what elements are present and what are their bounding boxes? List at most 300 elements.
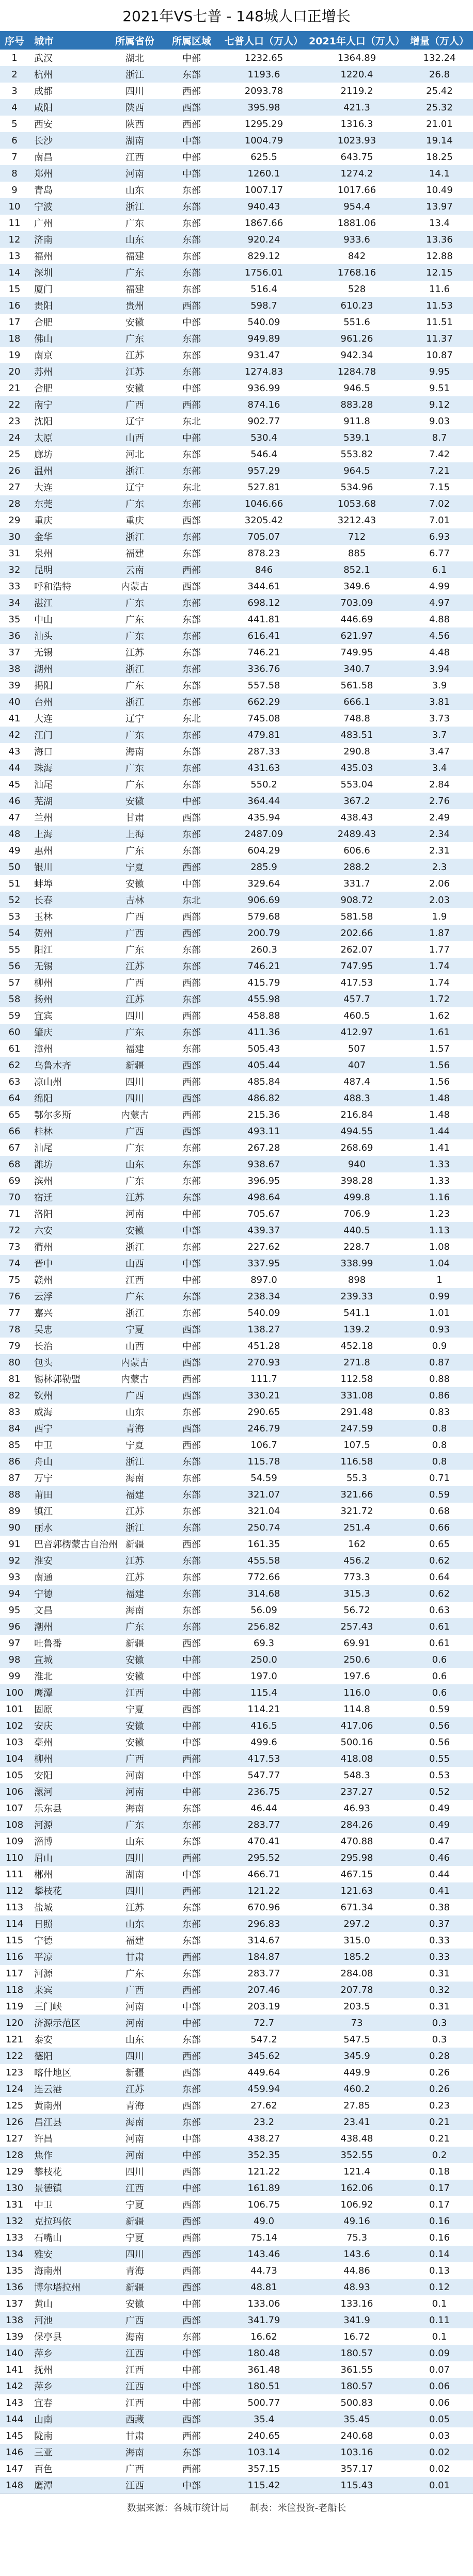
table-row bbox=[0, 1387, 473, 1404]
table-row bbox=[0, 2361, 473, 2378]
region-cell: 中部 bbox=[182, 317, 201, 328]
table-row bbox=[0, 297, 473, 314]
growth-cell: 0.05 bbox=[429, 2413, 450, 2425]
region-cell: 中部 bbox=[182, 2299, 201, 2310]
rank-cell: 136 bbox=[5, 2281, 24, 2293]
city-cell: 佛山 bbox=[34, 334, 53, 345]
city-cell: 河池 bbox=[34, 2315, 53, 2326]
province-cell: 福建 bbox=[125, 1490, 144, 1501]
census7-cell: 878.23 bbox=[247, 548, 280, 559]
city-cell: 镇江 bbox=[34, 1506, 53, 1517]
city-cell: 南昌 bbox=[34, 152, 53, 163]
rank-cell: 105 bbox=[5, 1769, 24, 1781]
city-cell: 抚州 bbox=[34, 2365, 53, 2376]
province-cell: 江苏 bbox=[125, 994, 144, 1005]
region-cell: 东部 bbox=[182, 1969, 201, 1979]
pop2021-cell: 271.8 bbox=[343, 1357, 370, 1368]
growth-cell: 0.16 bbox=[429, 2232, 450, 2243]
census7-cell: 54.59 bbox=[250, 1472, 277, 1484]
table-row bbox=[0, 2048, 473, 2064]
rank-cell: 148 bbox=[5, 2480, 24, 2491]
region-cell: 西部 bbox=[182, 1985, 201, 1996]
province-cell: 江西 bbox=[125, 1275, 144, 1286]
growth-cell: 0.8 bbox=[432, 1439, 447, 1451]
province-cell: 新疆 bbox=[125, 2068, 144, 2079]
rank-cell: 123 bbox=[5, 2067, 24, 2078]
table-row bbox=[0, 512, 473, 528]
region-cell: 东部 bbox=[182, 2117, 201, 2128]
province-cell: 湖南 bbox=[125, 1870, 144, 1880]
rank-cell: 126 bbox=[5, 2116, 24, 2128]
rank-cell: 91 bbox=[8, 1538, 21, 1550]
rank-cell: 68 bbox=[8, 1158, 21, 1170]
pop2021-cell: 747.95 bbox=[340, 960, 373, 972]
census7-cell: 547.2 bbox=[250, 2034, 277, 2045]
growth-cell: 1.48 bbox=[429, 1109, 450, 1120]
rank-cell: 61 bbox=[8, 1043, 21, 1054]
rank-cell: 131 bbox=[5, 2199, 24, 2210]
province-cell: 福建 bbox=[125, 1044, 144, 1055]
table-row bbox=[0, 1453, 473, 1470]
table-row bbox=[0, 1271, 473, 1288]
growth-cell: 0.8 bbox=[432, 1423, 447, 1434]
region-cell: 中部 bbox=[182, 1770, 201, 1781]
city-cell: 克拉玛依 bbox=[34, 2216, 71, 2227]
city-cell: 江门 bbox=[34, 730, 53, 741]
pop2021-cell: 262.07 bbox=[340, 944, 373, 955]
city-cell: 晋中 bbox=[34, 1259, 53, 1269]
pop2021-cell: 703.09 bbox=[340, 597, 373, 608]
growth-cell: 0.26 bbox=[429, 2083, 450, 2095]
city-cell: 潮州 bbox=[34, 1622, 53, 1633]
province-cell: 广东 bbox=[125, 334, 144, 345]
pop2021-cell: 162 bbox=[348, 1538, 366, 1550]
city-cell: 云浮 bbox=[34, 1292, 53, 1302]
province-cell: 福建 bbox=[125, 1589, 144, 1600]
rank-cell: 59 bbox=[8, 1010, 21, 1021]
table-row bbox=[0, 347, 473, 363]
pop2021-cell: 180.57 bbox=[340, 2347, 373, 2359]
city-cell: 长沙 bbox=[34, 136, 53, 147]
province-cell: 广东 bbox=[125, 499, 144, 510]
growth-cell: 19.14 bbox=[426, 135, 453, 146]
province-cell: 广东 bbox=[125, 1969, 144, 1979]
province-cell: 青海 bbox=[125, 2101, 144, 2112]
pop2021-cell: 1284.78 bbox=[337, 366, 376, 377]
city-cell: 包头 bbox=[34, 1358, 53, 1369]
table-body bbox=[0, 50, 473, 2493]
census7-cell: 75.14 bbox=[250, 2232, 277, 2243]
growth-cell: 0.61 bbox=[429, 1621, 450, 1632]
table-row bbox=[0, 1222, 473, 1238]
province-cell: 广西 bbox=[125, 2315, 144, 2326]
table-row bbox=[0, 2444, 473, 2460]
region-cell: 东北 bbox=[182, 714, 201, 725]
growth-cell: 0.65 bbox=[429, 1538, 450, 1550]
city-cell: 鹰潭 bbox=[34, 2481, 53, 2491]
city-cell: 合肥 bbox=[34, 317, 53, 328]
census7-cell: 329.64 bbox=[247, 878, 280, 889]
table-row bbox=[0, 1949, 473, 1965]
city-cell: 鹰潭 bbox=[34, 1688, 53, 1699]
city-cell: 汕头 bbox=[34, 631, 53, 642]
city-cell: 西安 bbox=[34, 119, 53, 130]
rank-cell: 127 bbox=[5, 2133, 24, 2144]
table-row bbox=[0, 2328, 473, 2345]
census7-cell: 1756.01 bbox=[244, 267, 283, 278]
rank-cell: 132 bbox=[5, 2215, 24, 2227]
region-cell: 西部 bbox=[182, 1754, 201, 1765]
census7-cell: 256.82 bbox=[247, 1621, 280, 1632]
pop2021-cell: 162.06 bbox=[340, 2182, 373, 2194]
growth-cell: 132.24 bbox=[423, 52, 456, 63]
region-cell: 中部 bbox=[182, 1275, 201, 1286]
table-row bbox=[0, 83, 473, 99]
region-cell: 东部 bbox=[182, 763, 201, 774]
census7-cell: 238.34 bbox=[247, 1291, 280, 1302]
pop2021-cell: 341.9 bbox=[343, 2314, 370, 2326]
pop2021-cell: 240.68 bbox=[340, 2430, 373, 2441]
growth-cell: 0.49 bbox=[429, 1819, 450, 1830]
rank-cell: 142 bbox=[5, 2380, 24, 2392]
growth-cell: 0.55 bbox=[429, 1753, 450, 1764]
table-row bbox=[0, 1783, 473, 1800]
growth-cell: 0.16 bbox=[429, 2215, 450, 2227]
growth-cell: 3.73 bbox=[429, 713, 450, 724]
city-cell: 乌鲁木齐 bbox=[34, 1060, 71, 1071]
province-cell: 西藏 bbox=[125, 2414, 144, 2425]
census7-cell: 103.14 bbox=[247, 2446, 280, 2458]
province-cell: 内蒙古 bbox=[121, 1358, 149, 1369]
census7-cell: 598.7 bbox=[250, 300, 277, 311]
city-cell: 南通 bbox=[34, 1572, 53, 1583]
region-cell: 东部 bbox=[182, 235, 201, 246]
province-cell: 浙江 bbox=[125, 202, 144, 213]
table-row bbox=[0, 561, 473, 578]
province-cell: 广东 bbox=[125, 945, 144, 956]
census7-cell: 936.99 bbox=[247, 382, 280, 394]
province-cell: 宁夏 bbox=[125, 2200, 144, 2211]
region-cell: 西部 bbox=[182, 2315, 201, 2326]
province-cell: 上海 bbox=[125, 829, 144, 840]
rank-cell: 64 bbox=[8, 1092, 21, 1104]
pop2021-cell: 1881.06 bbox=[337, 217, 376, 229]
growth-cell: 0.62 bbox=[429, 1555, 450, 1566]
rank-cell: 129 bbox=[5, 2166, 24, 2177]
city-cell: 攀枝花 bbox=[34, 2167, 62, 2178]
city-cell: 漯河 bbox=[34, 1787, 53, 1798]
region-cell: 东部 bbox=[182, 499, 201, 510]
city-cell: 大连 bbox=[34, 482, 53, 493]
header-census7: 七普人口（万人） bbox=[224, 35, 303, 47]
province-cell: 海南 bbox=[125, 2448, 144, 2458]
region-cell: 东部 bbox=[182, 367, 201, 378]
pop2021-cell: 1220.4 bbox=[340, 69, 373, 80]
census7-cell: 1046.66 bbox=[244, 498, 283, 509]
rank-cell: 24 bbox=[8, 432, 21, 443]
table-row bbox=[0, 793, 473, 809]
province-cell: 辽宁 bbox=[125, 714, 144, 725]
table-row bbox=[0, 1767, 473, 1783]
pop2021-cell: 1316.3 bbox=[340, 118, 373, 130]
pop2021-cell: 842 bbox=[348, 250, 366, 262]
province-cell: 宁夏 bbox=[125, 1325, 144, 1335]
census7-cell: 344.61 bbox=[247, 581, 280, 592]
table-row bbox=[0, 1139, 473, 1156]
city-cell: 洛阳 bbox=[34, 1209, 53, 1220]
table-row bbox=[0, 380, 473, 396]
table-row bbox=[0, 1569, 473, 1585]
growth-cell: 0.3 bbox=[432, 2034, 447, 2045]
city-cell: 沈阳 bbox=[34, 416, 53, 427]
census7-cell: 1004.79 bbox=[244, 135, 283, 146]
pop2021-cell: 748.8 bbox=[343, 713, 370, 724]
rank-cell: 13 bbox=[8, 250, 21, 262]
growth-cell: 1.61 bbox=[429, 1026, 450, 1038]
region-cell: 东部 bbox=[182, 1936, 201, 1946]
rank-cell: 27 bbox=[8, 481, 21, 493]
city-cell: 钦州 bbox=[34, 1391, 53, 1402]
pop2021-cell: 268.69 bbox=[340, 1142, 373, 1153]
city-cell: 中卫 bbox=[34, 2200, 53, 2211]
region-cell: 东部 bbox=[182, 350, 201, 361]
growth-cell: 0.52 bbox=[429, 1786, 450, 1797]
table-row bbox=[0, 1833, 473, 1849]
census7-cell: 1260.1 bbox=[247, 168, 280, 179]
growth-cell: 0.18 bbox=[429, 2166, 450, 2177]
table-row bbox=[0, 182, 473, 198]
growth-cell: 10.87 bbox=[426, 349, 453, 361]
table-row bbox=[0, 2378, 473, 2394]
pop2021-cell: 964.5 bbox=[343, 465, 370, 476]
rank-cell: 10 bbox=[8, 201, 21, 212]
pop2021-cell: 534.96 bbox=[340, 481, 373, 493]
census7-cell: 314.68 bbox=[247, 1588, 280, 1599]
census7-cell: 290.65 bbox=[247, 1406, 280, 1418]
pop2021-cell: 581.58 bbox=[340, 911, 373, 922]
growth-cell: 11.6 bbox=[429, 283, 450, 295]
growth-cell: 0.37 bbox=[429, 1918, 450, 1929]
rank-cell: 110 bbox=[5, 1852, 24, 1863]
table-row bbox=[0, 1205, 473, 1222]
pop2021-cell: 114.8 bbox=[343, 1703, 370, 1715]
rank-cell: 22 bbox=[8, 399, 21, 410]
region-cell: 东部 bbox=[182, 218, 201, 229]
city-cell: 宁波 bbox=[34, 202, 53, 213]
region-cell: 中部 bbox=[182, 2398, 201, 2409]
rank-cell: 116 bbox=[5, 1951, 24, 1962]
table-row bbox=[0, 99, 473, 116]
province-cell: 山东 bbox=[125, 1407, 144, 1418]
region-cell: 东部 bbox=[182, 268, 201, 279]
province-cell: 浙江 bbox=[125, 1457, 144, 1468]
rank-cell: 93 bbox=[8, 1571, 21, 1583]
pop2021-cell: 773.3 bbox=[343, 1571, 370, 1583]
growth-cell: 0.32 bbox=[429, 1984, 450, 1995]
census7-cell: 296.83 bbox=[247, 1918, 280, 1929]
pop2021-cell: 315.3 bbox=[343, 1588, 370, 1599]
growth-cell: 2.03 bbox=[429, 894, 450, 906]
city-cell: 滨州 bbox=[34, 1176, 53, 1187]
region-cell: 东部 bbox=[182, 945, 201, 956]
region-cell: 东部 bbox=[182, 631, 201, 642]
province-cell: 江苏 bbox=[125, 961, 144, 972]
census7-cell: 411.36 bbox=[247, 1026, 280, 1038]
city-cell: 武汉 bbox=[34, 53, 53, 64]
census7-cell: 604.29 bbox=[247, 845, 280, 856]
province-cell: 河南 bbox=[125, 169, 144, 180]
region-cell: 东部 bbox=[182, 780, 201, 791]
province-cell: 安徽 bbox=[125, 1226, 144, 1236]
region-cell: 西部 bbox=[182, 1325, 201, 1335]
region-cell: 西部 bbox=[182, 2282, 201, 2293]
table-row bbox=[0, 2196, 473, 2213]
region-cell: 西部 bbox=[182, 2233, 201, 2244]
region-cell: 西部 bbox=[182, 1391, 201, 1402]
table-row bbox=[0, 2460, 473, 2477]
census7-cell: 417.53 bbox=[247, 1753, 280, 1764]
pop2021-cell: 1053.68 bbox=[337, 498, 376, 509]
rank-cell: 44 bbox=[8, 762, 21, 774]
table-row bbox=[0, 330, 473, 347]
city-cell: 郑州 bbox=[34, 169, 53, 180]
province-cell: 贵州 bbox=[125, 301, 144, 312]
growth-cell: 1.9 bbox=[432, 911, 447, 922]
growth-cell: 0.64 bbox=[429, 1571, 450, 1583]
table-row bbox=[0, 1915, 473, 1932]
census7-cell: 1867.66 bbox=[244, 217, 283, 229]
census7-cell: 931.47 bbox=[247, 349, 280, 361]
province-cell: 广东 bbox=[125, 780, 144, 791]
census7-cell: 662.29 bbox=[247, 696, 280, 707]
pop2021-cell: 55.3 bbox=[346, 1472, 368, 1484]
census7-cell: 260.3 bbox=[250, 944, 277, 955]
region-cell: 西部 bbox=[182, 2266, 201, 2277]
pop2021-cell: 297.2 bbox=[343, 1918, 370, 1929]
census7-cell: 115.78 bbox=[247, 1456, 280, 1467]
growth-cell: 14.1 bbox=[429, 168, 450, 179]
growth-cell: 1.77 bbox=[429, 944, 450, 955]
table-row bbox=[0, 760, 473, 776]
table-row bbox=[0, 1354, 473, 1371]
table-row bbox=[0, 2064, 473, 2081]
growth-cell: 0.46 bbox=[429, 1852, 450, 1863]
rank-cell: 108 bbox=[5, 1819, 24, 1830]
pop2021-cell: 288.2 bbox=[343, 861, 370, 873]
province-cell: 广东 bbox=[125, 1820, 144, 1831]
region-cell: 西部 bbox=[182, 2431, 201, 2442]
census7-cell: 2487.09 bbox=[244, 828, 283, 840]
growth-cell: 0.38 bbox=[429, 1902, 450, 1913]
rank-cell: 30 bbox=[8, 531, 21, 542]
region-cell: 东部 bbox=[182, 1193, 201, 1203]
province-cell: 山东 bbox=[125, 1837, 144, 1847]
census7-cell: 321.04 bbox=[247, 1505, 280, 1517]
growth-cell: 4.56 bbox=[429, 630, 450, 641]
rank-cell: 133 bbox=[5, 2232, 24, 2243]
census7-cell: 283.77 bbox=[247, 1819, 280, 1830]
pop2021-cell: 251.4 bbox=[343, 1522, 370, 1533]
census7-cell: 46.44 bbox=[250, 1802, 277, 1814]
census7-cell: 121.22 bbox=[247, 1885, 280, 1896]
pop2021-cell: 417.53 bbox=[340, 977, 373, 988]
table-row bbox=[0, 1156, 473, 1172]
table-row bbox=[0, 743, 473, 760]
city-cell: 深圳 bbox=[34, 268, 53, 279]
pop2021-cell: 671.34 bbox=[340, 1902, 373, 1913]
city-cell: 温州 bbox=[34, 466, 53, 477]
table-row bbox=[0, 2130, 473, 2147]
pop2021-cell: 133.16 bbox=[340, 2298, 373, 2309]
table-row bbox=[0, 2295, 473, 2312]
census7-cell: 957.29 bbox=[247, 465, 280, 476]
growth-cell: 0.01 bbox=[429, 2480, 450, 2491]
rank-cell: 40 bbox=[8, 696, 21, 707]
census7-cell: 161.35 bbox=[247, 1538, 280, 1550]
rank-cell: 56 bbox=[8, 960, 21, 972]
table-row bbox=[0, 1503, 473, 1519]
rank-cell: 73 bbox=[8, 1241, 21, 1252]
region-cell: 东部 bbox=[182, 1407, 201, 1418]
census7-cell: 906.69 bbox=[247, 894, 280, 906]
province-cell: 海南 bbox=[125, 1473, 144, 1484]
city-cell: 宜春 bbox=[34, 2398, 53, 2409]
region-cell: 东部 bbox=[182, 1490, 201, 1501]
pop2021-cell: 1023.93 bbox=[337, 135, 376, 146]
pop2021-cell: 247.59 bbox=[340, 1423, 373, 1434]
rank-cell: 1 bbox=[11, 52, 18, 63]
pop2021-cell: 352.55 bbox=[340, 2149, 373, 2161]
city-cell: 无锡 bbox=[34, 961, 53, 972]
pop2021-cell: 321.66 bbox=[340, 1489, 373, 1500]
growth-cell: 0.28 bbox=[429, 2050, 450, 2062]
province-cell: 浙江 bbox=[125, 532, 144, 543]
region-cell: 中部 bbox=[182, 169, 201, 180]
census7-cell: 115.42 bbox=[247, 2480, 280, 2491]
growth-cell: 0.56 bbox=[429, 1736, 450, 1748]
rank-cell: 9 bbox=[11, 184, 18, 196]
pop2021-cell: 1768.16 bbox=[337, 267, 376, 278]
rank-cell: 39 bbox=[8, 680, 21, 691]
pop2021-cell: 143.6 bbox=[343, 2248, 370, 2260]
pop2021-cell: 1274.2 bbox=[340, 168, 373, 179]
rank-cell: 52 bbox=[8, 894, 21, 906]
census7-cell: 705.07 bbox=[247, 531, 280, 542]
census7-cell: 35.4 bbox=[253, 2413, 275, 2425]
growth-cell: 4.48 bbox=[429, 647, 450, 658]
growth-cell: 0.31 bbox=[429, 1968, 450, 1979]
pop2021-cell: 500.16 bbox=[340, 1736, 373, 1748]
page-title: 2021年VS七普 - 148城人口正增长 bbox=[0, 0, 473, 31]
table-row bbox=[0, 363, 473, 380]
growth-cell: 0.1 bbox=[432, 2298, 447, 2309]
province-cell: 福建 bbox=[125, 251, 144, 262]
province-cell: 安徽 bbox=[125, 879, 144, 890]
city-cell: 万宁 bbox=[34, 1473, 53, 1484]
region-cell: 西部 bbox=[182, 119, 201, 130]
census7-cell: 616.41 bbox=[247, 630, 280, 641]
growth-cell: 1 bbox=[436, 1274, 443, 1285]
region-cell: 中部 bbox=[182, 1787, 201, 1798]
province-cell: 广东 bbox=[125, 598, 144, 609]
rank-cell: 121 bbox=[5, 2034, 24, 2045]
province-cell: 广东 bbox=[125, 1176, 144, 1187]
city-cell: 泰安 bbox=[34, 2035, 53, 2046]
pop2021-cell: 539.1 bbox=[343, 432, 370, 443]
province-cell: 新疆 bbox=[125, 2216, 144, 2227]
census7-cell: 115.4 bbox=[250, 1687, 277, 1698]
rank-cell: 45 bbox=[8, 779, 21, 790]
